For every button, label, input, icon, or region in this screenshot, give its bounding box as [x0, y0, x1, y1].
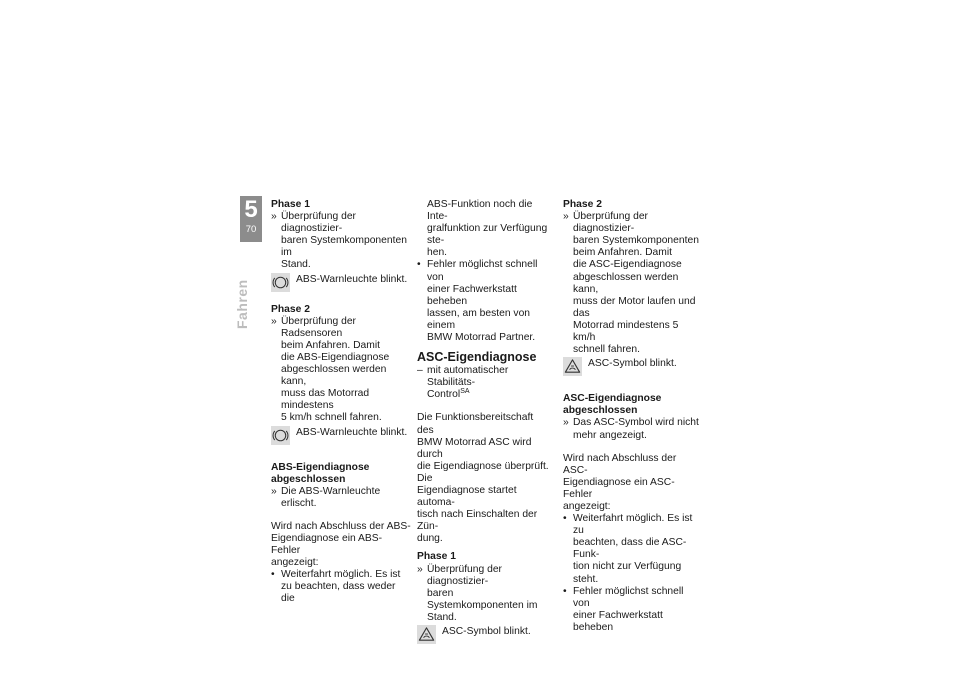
- asc-symbol-icon: [563, 357, 582, 376]
- symbol-text: ASC-Symbol blinkt.: [588, 358, 677, 370]
- heading-phase2-asc: Phase 2: [563, 199, 602, 210]
- bullet-marker: •: [271, 569, 275, 581]
- symbol-text: ASC-Symbol blinkt.: [442, 626, 531, 637]
- paragraph: Die Funktionsbereitschaft des BMW Motorrad ASC wird durch die Eigendiagnose überprüft. Die Eigendiagnose startet automa- tisch nach Einschalten der Zün- dung.: [417, 412, 549, 545]
- column-3: [563, 199, 701, 634]
- step-item: » Die ABS-Warnleuchte erlischt.: [271, 485, 381, 509]
- dash-marker: –: [417, 365, 423, 377]
- heading-phase1-asc: Phase 1: [417, 551, 456, 563]
- bullet-item: • Fehler möglichst schnell von einer Fachwerkstatt beheben: [563, 585, 684, 633]
- symbol-row: [271, 427, 411, 451]
- heading-asc-diagnosis: ASC-Eigendiagnose: [417, 350, 537, 365]
- step-marker: »: [563, 211, 569, 223]
- heading-asc-done: ASC-Eigendiagnose abgeschlossen: [563, 393, 662, 417]
- abs-warning-light-icon: [271, 426, 290, 445]
- symbol-row: [563, 358, 701, 382]
- column-1: [271, 199, 411, 606]
- section-title: Fahren: [234, 279, 250, 329]
- bullet-marker: •: [563, 585, 567, 597]
- symbol-row: [417, 626, 552, 650]
- step-item: » Überprüfung der diagnostizier- baren Systemkomponenten beim Anfahren. Damit die ASC-Eigendiagnose abgeschlossen werden kann, muss der Motor laufen und das Motorrad mindestens 5 km/h schnell fahren.: [563, 211, 699, 356]
- bullet-item: • Weiterfahrt möglich. Es ist zu beachten, dass die ASC-Funk- tion nicht zur Verfügung steht.: [563, 513, 693, 585]
- bullet-item: • Fehler möglichst schnell von einer Fachwerkstatt beheben lassen, am besten von einem BMW Motorrad Partner.: [417, 259, 538, 344]
- bullet-item-continued: ABS-Funktion noch die Inte- gralfunktion zur Verfügung ste- hen.: [427, 199, 548, 259]
- heading-abs-done: ABS-Eigendiagnose abgeschlossen: [271, 461, 370, 485]
- symbol-text: ABS-Warnleuchte blinkt.: [296, 426, 408, 438]
- step-marker: »: [271, 315, 277, 327]
- bullet-marker: •: [417, 259, 421, 271]
- bullet-item: • Weiterfahrt möglich. Es ist zu beachten, dass weder die: [271, 569, 401, 605]
- heading-phase1-abs: Phase 1: [271, 199, 310, 210]
- step-marker: »: [271, 485, 277, 497]
- step-marker: »: [563, 417, 569, 429]
- step-item: » Überprüfung der Radsensoren beim Anfahren. Damit die ABS-Eigendiagnose abgeschlossen werden kann, muss das Motorrad mindestens 5 km/h schnell fahren.: [271, 315, 390, 424]
- chapter-number: 5: [244, 196, 258, 223]
- symbol-row: [271, 274, 411, 298]
- paragraph: Wird nach Abschluss der ASC- Eigendiagnose ein ASC-Fehler angezeigt:: [563, 452, 677, 512]
- heading-phase2-abs: Phase 2: [271, 303, 310, 315]
- chapter-tab: [240, 196, 262, 242]
- page-number: 70: [245, 224, 257, 235]
- symbol-text: ABS-Warnleuchte blinkt.: [296, 273, 408, 285]
- abs-warning-light-icon: [271, 273, 290, 292]
- column-2: [417, 199, 552, 650]
- bullet-marker: •: [563, 513, 567, 525]
- asc-symbol-icon: [417, 625, 436, 644]
- step-item: » Überprüfung der diagnostizier- baren Systemkomponenten im Stand.: [417, 563, 538, 623]
- option-note: – mit automatischer Stabilitäts- Control$^{SA}$: [417, 365, 509, 401]
- step-marker: »: [271, 211, 277, 223]
- step-item: » Überprüfung der diagnostizier- baren Systemkomponenten im Stand.: [271, 211, 407, 271]
- paragraph: Wird nach Abschluss der ABS- Eigendiagnose ein ABS-Fehler angezeigt:: [271, 520, 411, 569]
- step-marker: »: [417, 563, 423, 575]
- step-item: » Das ASC-Symbol wird nicht mehr angezeigt.: [563, 417, 699, 441]
- sa-superscript: SA: [460, 388, 470, 396]
